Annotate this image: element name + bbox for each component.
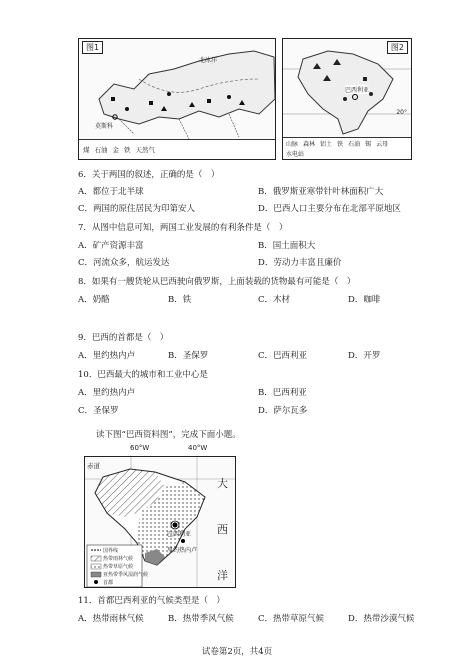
- legend-iron: 铁: [337, 141, 344, 149]
- q6-option-c[interactable]: C．两国的原住居民为印第安人: [78, 204, 196, 214]
- legend-border: 国界线: [103, 548, 119, 554]
- question-11-stem: 11．首都巴西利亚的气候类型是（ ）: [78, 596, 225, 606]
- q9-option-c[interactable]: C．巴西利亚: [258, 351, 308, 361]
- q9-option-a[interactable]: A．里约热内卢: [78, 351, 136, 361]
- map2-legend: [283, 137, 412, 159]
- q8-option-a[interactable]: A．奶酪: [78, 295, 110, 305]
- q6-option-d[interactable]: D．巴西人口主要分布在北部平原地区: [258, 204, 401, 214]
- question-7-stem: 7．从图中信息可知，两国工业发展的有利条件是（ ）: [78, 223, 288, 233]
- legend-coal: 煤: [83, 146, 90, 154]
- legend-gas: 天然气: [135, 146, 155, 154]
- legend-savanna: 热带草原气候: [103, 564, 134, 570]
- legend-oil: 石油: [348, 141, 361, 149]
- q10-option-b[interactable]: B．巴西利亚: [258, 388, 307, 398]
- map2-tag: 图2: [387, 41, 408, 54]
- legend-oil: 石油: [94, 146, 108, 154]
- legend-tin: 锡: [365, 141, 372, 149]
- ocean-char-1: 大: [217, 477, 228, 490]
- legend-capital: 首都: [103, 580, 114, 586]
- q10-option-a[interactable]: A．里约热内卢: [78, 388, 136, 398]
- legend-gold: 金: [112, 146, 119, 154]
- q6-option-a[interactable]: A．都位于北半球: [78, 187, 144, 197]
- legend-mica: 云母: [376, 141, 389, 149]
- legend-bauxite: 铝土: [320, 141, 333, 149]
- equator-label: 赤道: [87, 462, 100, 470]
- ocean-char-3: 洋: [217, 569, 228, 582]
- question-8-stem: 8．如果有一艘货轮从巴西驶向俄罗斯，上面装载的货物最有可能是（ ）: [78, 277, 356, 287]
- map1-tag: 图1: [82, 41, 103, 54]
- question-6-stem: 6．关于两国的叙述，正确的是（ ）: [78, 170, 220, 180]
- sea-label: 北冰洋: [199, 57, 218, 64]
- legend-subtropical: 亚热带季风湿润气候: [103, 572, 149, 578]
- question-9-stem: 9．巴西的首都是（ ）: [78, 333, 169, 343]
- ocean-char-2: 西: [217, 523, 228, 536]
- q8-option-c[interactable]: C．木材: [258, 295, 291, 305]
- intro-text: 读下图“巴西资料图”，完成下面小题。: [96, 430, 241, 440]
- q8-option-d[interactable]: D．咖啡: [348, 295, 381, 305]
- q7-option-c[interactable]: C．河流众多，航运发达: [78, 258, 170, 268]
- q10-option-c[interactable]: C．圣保罗: [78, 406, 119, 416]
- q9-option-b[interactable]: B．圣保罗: [168, 351, 209, 361]
- city-label: 里约热内卢: [167, 547, 198, 554]
- q8-option-b[interactable]: B．铁: [168, 295, 192, 305]
- q6-option-b[interactable]: B．俄罗斯亚寒带针叶林面积广大: [258, 187, 384, 197]
- q11-option-d[interactable]: D．热带沙漠气候: [348, 614, 415, 624]
- legend-rainforest: 热带雨林气候: [103, 556, 134, 562]
- lat-label: 20°: [396, 109, 407, 116]
- legend-forest: 森林: [303, 141, 316, 149]
- q7-option-d[interactable]: D．劳动力丰富且廉价: [258, 258, 342, 268]
- brazil-climate-map: [84, 456, 236, 588]
- legend-hydro: 水电站: [286, 150, 305, 158]
- lon1-label: 60°W: [130, 444, 150, 452]
- brasilia-label: 巴西利亚: [345, 87, 370, 94]
- legend-mountain: 山脉: [286, 141, 299, 149]
- q11-option-b[interactable]: B．热带季风气候: [168, 614, 234, 624]
- legend-iron: 铁: [124, 146, 131, 154]
- q11-option-c[interactable]: C．热带草原气候: [258, 614, 325, 624]
- page-footer: 试卷第2页，共4页: [201, 647, 273, 657]
- capital-label: 巴西利亚: [167, 531, 192, 538]
- q10-option-d[interactable]: D．萨尔瓦多: [258, 406, 308, 416]
- question-10-stem: 10．巴西最大的城市和工业中心是: [78, 370, 208, 380]
- q7-option-a[interactable]: A．矿产资源丰富: [78, 241, 144, 251]
- moscow-label: 莫斯科: [95, 123, 114, 130]
- q9-option-d[interactable]: D．开罗: [348, 351, 381, 361]
- map1-legend: [79, 139, 276, 159]
- q11-option-a[interactable]: A．热带雨林气候: [78, 614, 144, 624]
- q7-option-b[interactable]: B．国土面积大: [258, 241, 316, 251]
- russia-resource-map: [78, 38, 276, 160]
- brazil-resource-map: [282, 38, 412, 160]
- lon2-label: 40°W: [188, 444, 208, 452]
